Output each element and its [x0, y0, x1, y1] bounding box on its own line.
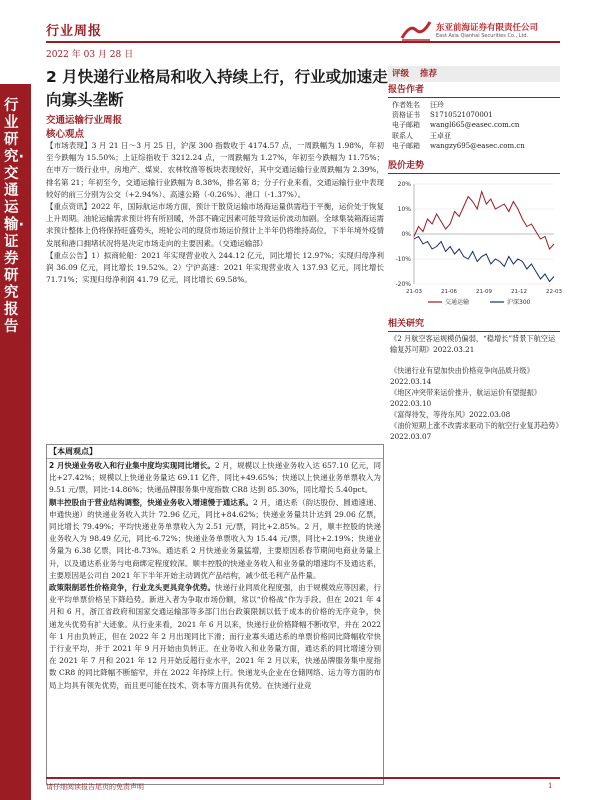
author-row-key: 电子邮箱 — [392, 142, 420, 150]
related-research-item[interactable]: 《地区冲突带来运价推升，航运运价有望提振》2022.03.10 — [390, 388, 541, 408]
related-research-item[interactable]: 《富得待发，等待东风》2022.03.08 — [390, 410, 511, 419]
disclaimer-note: 请仔细阅读报告尾页的免责声明 — [46, 783, 144, 791]
author-row — [392, 110, 493, 120]
author-row-key: 作者姓名 — [392, 101, 420, 109]
point-1-lead: 2 月快递业务收入和行业集中度均实现同比增长。 — [49, 461, 215, 470]
key-news-paragraph: 【重点资讯】2022 年，国际航运市场方面，预计干散货运输市场海运量供需趋于平衡，运价处于恢复上升周期。油轮运输需求预计将有所回暖，外部不确定因素可能导致运价波动加剧。全球集装箱海运需求预计整体上仍将保持旺盛势头，班轮公司的现货市场运价预计上半年仍将维持高位，下半年境外疫情发展和港口拥堵状况将是决定市场走向的主要因素。（交通运输部） — [46, 202, 384, 248]
author-row — [392, 100, 444, 110]
author-row — [392, 120, 519, 130]
sidebar-band — [0, 84, 31, 800]
point-1-text: 2 月，规模以上快递业务收入达 657.10 亿元，同比+27.42%；规模以上快递业务量达 69.11 亿件，同比+49.65%；快递以上快递业务单票收入为 9.51 元/票，同比-14.86%；快递品牌服务集中度指数 CR8 达到 85.30%，同比增长 5.40pct。 — [49, 461, 381, 495]
x-tick-label: 21-12 — [511, 289, 527, 295]
author-row-key: 电子邮箱 — [392, 121, 420, 129]
x-tick-label: 21-06 — [441, 289, 457, 295]
author-row-value: 汪玲 — [430, 101, 444, 109]
author-email-link[interactable]: wangl665@easec.com.cn — [430, 121, 520, 129]
author-row-key: 联系人 — [392, 132, 413, 140]
y-tick-label: 0% — [401, 231, 411, 238]
weekly-view-body — [47, 459, 383, 692]
report-title: 2 月快递行业格局和收入持续上行，行业或加速走向寡头垄断 — [46, 68, 388, 109]
x-tick-label: 21-03 — [406, 289, 422, 295]
related-research-heading: 相关研究 — [388, 318, 560, 332]
footer-divider — [46, 777, 560, 779]
y-tick-label: -10% — [395, 256, 411, 263]
x-tick-label: 22-03 — [546, 289, 562, 295]
related-research-item[interactable]: 《快递行业有望加快由价格竞争向品质升级》2022.03.14 — [390, 366, 534, 386]
key-announcements-paragraph: 【重点公告】1）拟商轮船：2021 年实现营业收入 244.12 亿元，同比增长 12.97%；实现归母净利润 36.09 亿元，同比增长 19.52%。2）宁沪高速：2021 年实现营业收入 137.93 亿元，同比增长 71.71%；实现归母净利润 41.79 亿元，同比增长 69.58%。 — [46, 250, 384, 285]
logo-company-name: 东亚前海证券有限责任公司 — [436, 23, 539, 33]
stock-trend-heading: 股价走势 — [388, 160, 560, 174]
related-research-item[interactable]: 《油价短期上涨不改需求驱动下的航空行业复苏趋势》2022.03.07 — [390, 421, 559, 441]
rating-label: 评级 — [392, 69, 410, 79]
sidebar-category-text: 行业研究·交通运输·证券研究报告 — [4, 98, 25, 335]
contact-email-link[interactable]: wangzy695@easec.com.cn — [430, 142, 525, 150]
report-subtitle: 交通运输行业周报 — [46, 115, 123, 126]
weekly-view-point-3 — [49, 582, 381, 692]
rating-value: 推荐 — [420, 69, 438, 79]
weekly-view-point-1 — [49, 460, 381, 497]
logo-company-name-en: East Asia Qianhai Securities Co., Ltd. — [436, 33, 529, 39]
report-type-title: 行业周报 — [46, 24, 103, 39]
point-3-text: 快递行业同质化程度强，由于规模效应等因素，行业平均单票价格呈下降趋势。新进入者为争取市场份额，常以“价格战”作为手段。但在 2021 年 4 月和 6 月，浙江省政府和国家交通运输部等多部门出台政策限制以低于成本的价格的无序竞争，快递龙头优势有扩大迹象。从行业来看，2021 年 6 月以来，快递行业价格降幅不断收窄，并在 2022 年 1 月由负转正，但在 2022 年 2 月出现同比下滑；而行业寡头通达系的单票价格同比降幅收窄快于行业平均，并于 2021 年 9 月开始由负转正。在业务收入和业务量方面，通达系的同比增速分别在 2021 年 7 月和 2021 年 12 月开始反超行业水平，2021 年 2 月以来，快递品牌服务集中度指数 CR8 的同比降幅不断缩窄，并在 2022 年持续上行。快递龙头企业在仓储网络、运力等方面的布局上均具有领先优势，而且更可能在技术、资本等方面具有优势。在快递行业竞 — [49, 583, 382, 690]
y-tick-label: -20% — [395, 281, 411, 288]
related-research-item[interactable]: 《2 月航空客运规模仍偏弱，“稳增长”背景下航空运输复苏可期》2022.03.21 — [390, 334, 556, 354]
series-line-sector — [414, 192, 554, 250]
page-number: 1 — [548, 782, 553, 790]
authors-heading: 报告作者 — [388, 84, 560, 98]
market-performance-paragraph: 【市场表现】3 月 21 日～3 月 25 日，沪深 300 指数收于 4174.57 点，一周跌幅为 1.98%，年初至今跌幅为 15.50%；上证综指收于 3212.24 点，一周跌幅为 1.27%，年初至今跌幅为 11.75%；在申万一级行业中，房地产、煤炭、农林牧渔等板块表现较好，其中交通运输行业周跌幅为 2.39%，排名第 21；年初至今，交通运输行业跌幅为 8.38%，排名第 8；分子行业来看，交通运输行业中表现较好的前三分别为公交（+2.94%）、高速公路（-0.26%）、港口（-1.37%）。 — [46, 141, 384, 199]
author-row-value: S1710521070001 — [430, 111, 493, 119]
y-tick-label: 10% — [397, 206, 411, 213]
legend-label: 沪深300 — [507, 299, 531, 306]
stock-trend-svg — [388, 178, 560, 308]
point-3-lead: 政策限制恶性价格竞争，行业龙头更具竞争优势。 — [49, 583, 216, 593]
weekly-view-heading: 【本周观点】 — [47, 445, 383, 459]
author-row-key: 资格证书 — [392, 111, 420, 119]
main-paragraphs — [46, 140, 384, 286]
weekly-view-point-2 — [49, 497, 381, 582]
legend-label: 交通运输 — [445, 299, 470, 306]
core-view-heading: 核心观点 — [46, 129, 85, 140]
y-tick-label: 20% — [397, 181, 411, 188]
logo-mark-icon — [400, 20, 432, 42]
author-row-value: 王卓亚 — [430, 132, 451, 140]
rating-bar — [388, 66, 560, 82]
x-tick-label: 21-09 — [476, 289, 492, 295]
point-2-text: 2 月，通达系（韵达股份、圆通速递、申通快递）的快递业务收入共计 72.96 亿元，同比+84.62%；快递业务量共计达到 29.06 亿票，同比增长 79.49%；平均快递业务单票收入为 2.51 元/票，同比+2.85%。2 月，顺丰控股的快递业务收入为 98.49 亿元，同比-6.72%；快递业务单票收入为 15.44 元/票，同比+2.19%；快递业务量为 6.38 亿票，同比-8.73%。通达系 2 月快递业务量猛增，主要原因系春节期间电商业务量上升，以及通达系业务与电商绑定程度较深。顺丰控股的快递业务收入和业务量的增速均不及通达系，主要原因是公司自 2021 年下半年开始主动调优产品结构，减少低毛利产品件量。 — [49, 497, 382, 580]
point-2-lead: 顺丰控股由于营业结构调整，快递业务收入增速慢于通达系。 — [49, 497, 253, 507]
weekly-view-box — [46, 444, 384, 785]
stock-trend-chart — [388, 178, 560, 308]
report-date: 2022 年 03 月 28 日 — [46, 50, 134, 60]
company-logo — [400, 20, 560, 44]
author-row — [392, 131, 451, 141]
author-row — [392, 141, 525, 151]
